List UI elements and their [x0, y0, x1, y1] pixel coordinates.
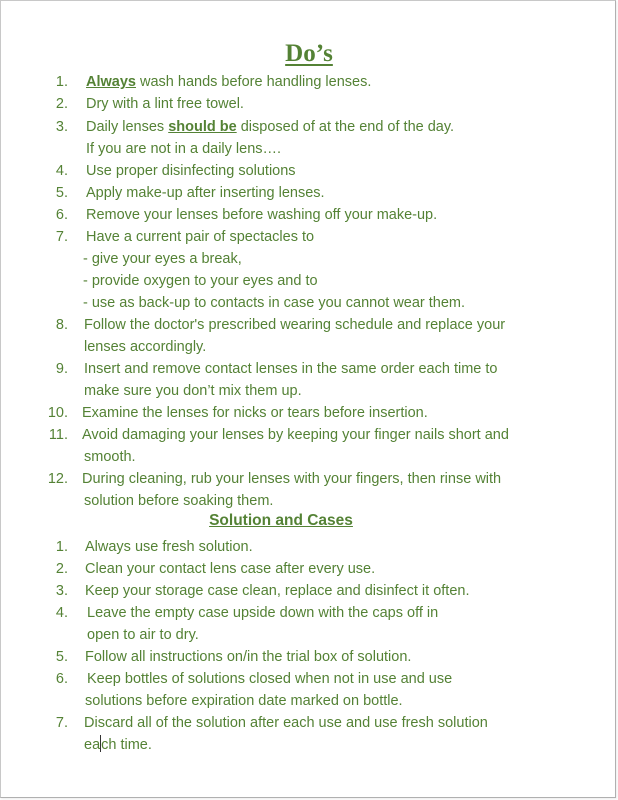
- item-text: Leave the empty case upside down with the caps off in: [87, 605, 439, 621]
- item-number: 10.: [47, 405, 68, 421]
- item-text-rest: disposed of at the end of the day.: [236, 119, 455, 135]
- item-text: - provide oxygen to your eyes and to: [83, 273, 318, 289]
- item-number: 3.: [55, 583, 68, 599]
- item-text: Avoid damaging your lenses by keeping your finger nails short and: [82, 427, 509, 443]
- item-text: Examine the lenses for nicks or tears before insertion.: [82, 405, 428, 421]
- item-number: 7.: [55, 715, 68, 731]
- item-number: 2.: [55, 96, 68, 112]
- item-number: 1.: [55, 539, 68, 555]
- emphasis-text: should be: [168, 119, 237, 135]
- item-number: 12.: [47, 471, 68, 487]
- item-number: 6.: [55, 207, 68, 223]
- item-text-pre: ea: [84, 737, 101, 753]
- item-text: solutions before expiration date marked on bottle.: [85, 693, 403, 709]
- item-text: Use proper disinfecting solutions: [86, 163, 296, 179]
- item-text-rest: ch time.: [101, 737, 152, 753]
- item-text: Follow all instructions on/in the trial box of solution.: [85, 649, 412, 665]
- section-heading: Solution and Cases: [209, 512, 353, 529]
- item-number: 5.: [55, 649, 68, 665]
- item-text: [86, 117, 454, 137]
- item-text: Remove your lenses before washing off your make-up.: [86, 207, 438, 223]
- item-text: - use as back-up to contacts in case you cannot wear them.: [83, 295, 466, 311]
- item-text: Insert and remove contact lenses in the same order each time to: [84, 361, 498, 377]
- item-text[interactable]: [84, 735, 152, 755]
- item-text: Discard all of the solution after each use and use fresh solution: [84, 715, 488, 731]
- item-text: open to air to dry.: [87, 627, 199, 643]
- item-number: 6.: [55, 671, 68, 687]
- item-text: - give your eyes a break,: [83, 251, 242, 267]
- item-text: Apply make-up after inserting lenses.: [86, 185, 325, 201]
- item-text: [86, 72, 371, 92]
- item-text: lenses accordingly.: [84, 339, 207, 355]
- item-text: During cleaning, rub your lenses with your fingers, then rinse with: [82, 471, 502, 487]
- item-text: Clean your contact lens case after every use.: [85, 561, 376, 577]
- item-text-pre: Daily lenses: [86, 119, 169, 135]
- item-text: If you are not in a daily lens….: [86, 141, 282, 157]
- item-number: 11.: [48, 427, 68, 443]
- item-number: 8.: [55, 317, 68, 333]
- item-number: 4.: [55, 605, 68, 621]
- item-text: make sure you don’t mix them up.: [84, 383, 302, 399]
- item-text: Keep bottles of solutions closed when not in use and use: [87, 671, 453, 687]
- item-number: 2.: [55, 561, 68, 577]
- item-text: Follow the doctor's prescribed wearing schedule and replace your: [84, 317, 506, 333]
- emphasis-text: Always: [86, 74, 136, 90]
- item-text: solution before soaking them.: [84, 493, 274, 509]
- item-number: 4.: [55, 163, 68, 179]
- page-title: Do’s: [285, 40, 333, 67]
- item-number: 9.: [55, 361, 68, 377]
- item-text: smooth.: [84, 449, 136, 465]
- item-number: 5.: [55, 185, 68, 201]
- item-number: 3.: [55, 119, 68, 135]
- item-text: Keep your storage case clean, replace and disinfect it often.: [85, 583, 470, 599]
- item-text-rest: wash hands before handling lenses.: [135, 74, 372, 90]
- item-text: Have a current pair of spectacles to: [86, 229, 315, 245]
- item-number: 7.: [55, 229, 68, 245]
- item-number: 1.: [55, 74, 68, 90]
- item-text: Always use fresh solution.: [85, 539, 253, 555]
- item-text: Dry with a lint free towel.: [86, 96, 244, 112]
